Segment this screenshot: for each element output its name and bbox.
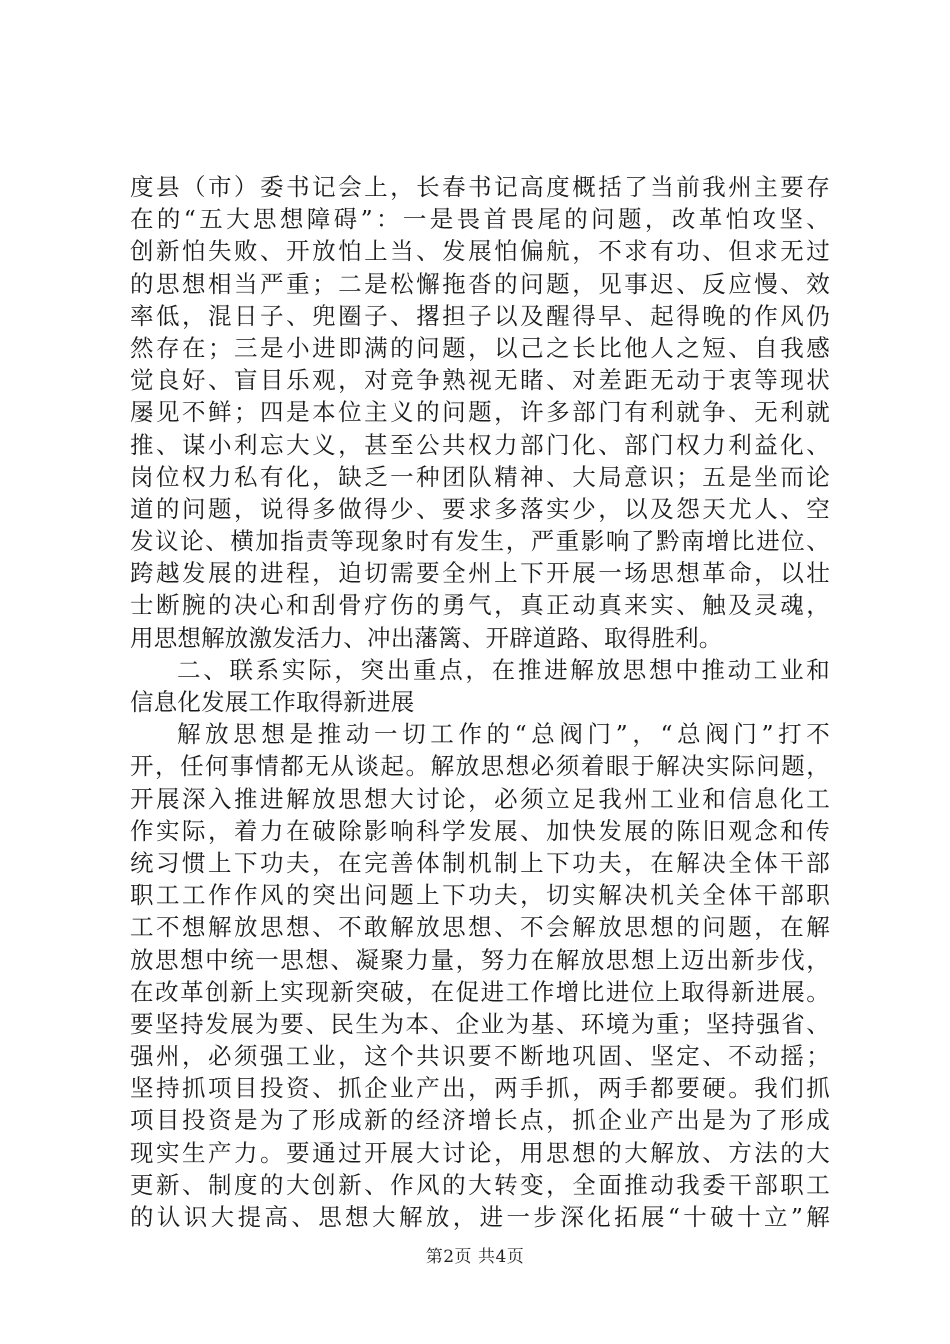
text-line: 作实际，着力在破除影响科学发展、加快发展的陈旧观念和传 [130, 816, 830, 845]
text-line: 率低，混日子、兜圈子、撂担子以及醒得早、起得晚的作风仍 [130, 301, 830, 330]
text-line: 屡见不鲜；四是本位主义的问题，许多部门有利就争、无利就 [130, 398, 830, 427]
text-line: 然存在；三是小进即满的问题，以己之长比他人之短、自我感 [130, 333, 830, 362]
text-line: 开展深入推进解放思想大讨论，必须立足我州工业和信息化工 [130, 784, 830, 813]
text-line: 的思想相当严重；二是松懈拖沓的问题，见事迟、反应慢、效 [130, 269, 830, 298]
text-line: 统习惯上下功夫，在完善体制机制上下功夫，在解决全体干部 [130, 848, 830, 877]
text-line: 解放思想是推动一切工作的“总阀门”，“总阀门”打不 [177, 720, 830, 749]
document-body [130, 171, 830, 1233]
text-line: 要坚持发展为要、民生为本、企业为基、环境为重；坚持强省、 [130, 1009, 830, 1038]
page-number-footer: 第2页 共4页 [425, 1247, 525, 1267]
text-line: 开，任何事情都无从谈起。解放思想必须着眼于解决实际问题， [130, 752, 830, 781]
text-line: 坚持抓项目投资、抓企业产出，两手抓，两手都要硬。我们抓 [130, 1074, 830, 1103]
text-line: 工不想解放思想、不敢解放思想、不会解放思想的问题，在解 [130, 913, 830, 942]
text-line: 现实生产力。要通过开展大讨论，用思想的大解放、方法的大 [130, 1138, 830, 1167]
text-line: 放思想中统一思想、凝聚力量，努力在解放思想上迈出新步伐， [130, 945, 830, 974]
text-line: 用思想解放激发活力、冲出藩篱、开辟道路、取得胜利。 [130, 623, 723, 652]
section-heading-line: 二、联系实际，突出重点，在推进解放思想中推动工业和 [177, 655, 830, 684]
text-line: 项目投资是为了形成新的经济增长点，抓企业产出是为了形成 [130, 1106, 830, 1135]
section-heading-line: 信息化发展工作取得新进展 [130, 688, 415, 716]
text-line: 在的“五大思想障碍”：一是畏首畏尾的问题，改革怕攻坚、 [130, 205, 830, 234]
text-line: 推、谋小利忘大义，甚至公共权力部门化、部门权力利益化、 [130, 430, 830, 459]
text-line: 士断腕的决心和刮骨疗伤的勇气，真正动真来实、触及灵魂， [130, 591, 830, 620]
text-line: 度县（市）委书记会上，长春书记高度概括了当前我州主要存 [130, 173, 830, 201]
text-line: 觉良好、盲目乐观，对竞争熟视无睹、对差距无动于衷等现状 [130, 366, 830, 395]
text-line: 在改革创新上实现新突破，在促进工作增比进位上取得新进展。 [130, 977, 830, 1006]
text-line: 更新、制度的大创新、作风的大转变，全面推动我委干部职工 [130, 1170, 830, 1199]
text-line: 创新怕失败、开放怕上当、发展怕偏航，不求有功、但求无过 [130, 237, 830, 266]
text-line: 跨越发展的进程，迫切需要全州上下开展一场思想革命，以壮 [130, 559, 830, 588]
text-line: 道的问题，说得多做得少、要求多落实少，以及怨天尤人、空 [130, 494, 830, 523]
text-line: 的认识大提高、思想大解放，进一步深化拓展“十破十立”解 [130, 1203, 830, 1231]
text-line: 强州，必须强工业，这个共识要不断地巩固、坚定、不动摇； [130, 1042, 830, 1071]
text-line: 发议论、横加指责等现象时有发生，严重影响了黔南增比进位、 [130, 527, 830, 556]
text-line: 职工工作作风的突出问题上下功夫，切实解决机关全体干部职 [130, 881, 830, 910]
text-line: 岗位权力私有化，缺乏一种团队精神、大局意识；五是坐而论 [130, 462, 830, 491]
